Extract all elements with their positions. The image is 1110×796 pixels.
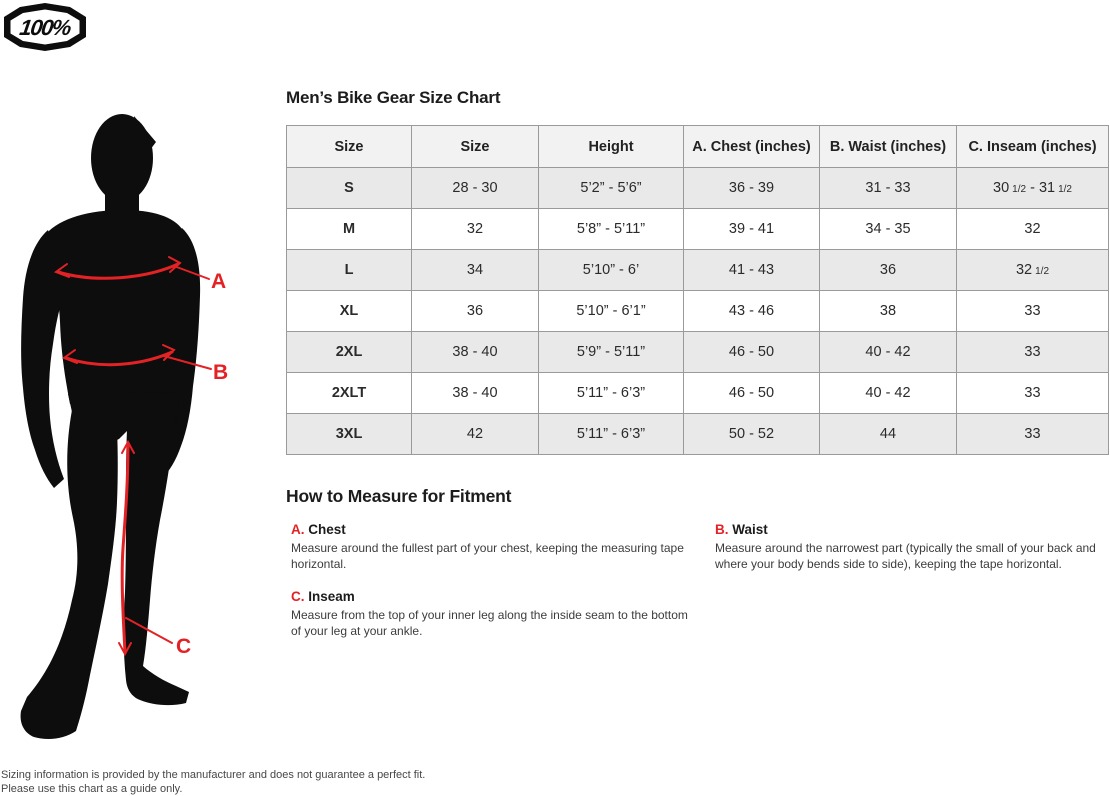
table-cell: 32 (412, 209, 539, 250)
measure-chest-letter: A. (291, 522, 305, 537)
disclaimer-line-1: Sizing information is provided by the manufacturer and does not guarantee a perfect fit. (1, 769, 426, 781)
measure-block-inseam (291, 589, 693, 639)
col-header-size-numeric: Size (412, 126, 539, 168)
silhouette-body (21, 114, 201, 739)
table-cell: 36 - 39 (684, 168, 820, 209)
table-row (287, 168, 1109, 209)
measure-block-chest (291, 522, 693, 572)
howto-heading: How to Measure for Fitment (286, 486, 512, 506)
col-header-waist: B. Waist (inches) (820, 126, 957, 168)
table-cell: 28 - 30 (412, 168, 539, 209)
measure-inseam-heading (291, 589, 693, 604)
table-row (287, 250, 1109, 291)
page-title: Men’s Bike Gear Size Chart (286, 88, 501, 107)
table-cell: L (287, 250, 412, 291)
col-header-height: Height (539, 126, 684, 168)
table-cell: 5’11” - 6’3” (539, 414, 684, 455)
table-cell: 33 (957, 332, 1109, 373)
table-cell: 38 (820, 291, 957, 332)
disclaimer-line-2: Please use this chart as a guide only. (1, 783, 183, 795)
table-cell: 5’11” - 6’3” (539, 373, 684, 414)
size-table-header (287, 126, 1109, 168)
measure-waist-letter: B. (715, 522, 729, 537)
measure-waist-heading (715, 522, 1108, 537)
table-row (287, 414, 1109, 455)
table-cell: 5’8” - 5’11” (539, 209, 684, 250)
table-row (287, 332, 1109, 373)
measure-block-waist (715, 522, 1108, 572)
table-cell: S (287, 168, 412, 209)
col-header-inseam: C. Inseam (inches) (957, 126, 1109, 168)
measure-chest-text: Measure around the fullest part of your chest, keeping the measuring tape horizontal. (291, 541, 684, 571)
size-table-body (287, 168, 1109, 455)
col-header-size: Size (287, 126, 412, 168)
table-header-row (287, 126, 1109, 168)
table-cell: 32 1/2 (957, 250, 1109, 291)
table-cell: 2XLT (287, 373, 412, 414)
table-cell: 33 (957, 373, 1109, 414)
table-cell: 43 - 46 (684, 291, 820, 332)
table-cell: 46 - 50 (684, 332, 820, 373)
col-header-chest: A. Chest (inches) (684, 126, 820, 168)
disclaimer (1, 768, 425, 796)
table-cell: 46 - 50 (684, 373, 820, 414)
brand-logo-100-percent (4, 3, 86, 51)
table-cell: 34 (412, 250, 539, 291)
table-cell: 3XL (287, 414, 412, 455)
table-cell: 2XL (287, 332, 412, 373)
table-row (287, 291, 1109, 332)
size-table (286, 125, 1109, 455)
table-cell: 5’9” - 5’11” (539, 332, 684, 373)
table-row (287, 209, 1109, 250)
table-cell: 50 - 52 (684, 414, 820, 455)
table-cell: XL (287, 291, 412, 332)
table-cell: 5’2” - 5’6” (539, 168, 684, 209)
table-cell: 39 - 41 (684, 209, 820, 250)
measure-chest-label: Chest (308, 522, 346, 537)
table-cell: 33 (957, 291, 1109, 332)
table-cell: 32 (957, 209, 1109, 250)
measure-inseam-label: Inseam (308, 589, 355, 604)
table-cell: 38 - 40 (412, 373, 539, 414)
table-cell: 34 - 35 (820, 209, 957, 250)
measure-inseam-text: Measure from the top of your inner leg along the inside seam to the bottom of your leg at your ankle. (291, 608, 688, 638)
figure-label-a: A (211, 270, 227, 293)
figure-label-b: B (213, 361, 229, 384)
table-cell: 36 (820, 250, 957, 291)
logo-text: 100% (18, 15, 72, 40)
table-cell: 5’10” - 6’1” (539, 291, 684, 332)
table-cell: 38 - 40 (412, 332, 539, 373)
table-cell: 41 - 43 (684, 250, 820, 291)
measure-inseam-letter: C. (291, 589, 305, 604)
figure-label-c: C (176, 635, 192, 658)
table-cell: 40 - 42 (820, 373, 957, 414)
male-silhouette-figure (0, 100, 270, 760)
measure-chest-heading (291, 522, 693, 537)
table-cell: 42 (412, 414, 539, 455)
table-cell: 31 - 33 (820, 168, 957, 209)
table-row (287, 373, 1109, 414)
table-cell: 33 (957, 414, 1109, 455)
table-cell: 5’10” - 6’ (539, 250, 684, 291)
table-cell: 40 - 42 (820, 332, 957, 373)
table-cell: 30 1/2 - 31 1/2 (957, 168, 1109, 209)
table-cell: M (287, 209, 412, 250)
table-cell: 44 (820, 414, 957, 455)
measure-waist-text: Measure around the narrowest part (typically the small of your back and where your body bends side to side), keeping the tape horizontal. (715, 541, 1096, 571)
measure-waist-label: Waist (732, 522, 768, 537)
table-cell: 36 (412, 291, 539, 332)
